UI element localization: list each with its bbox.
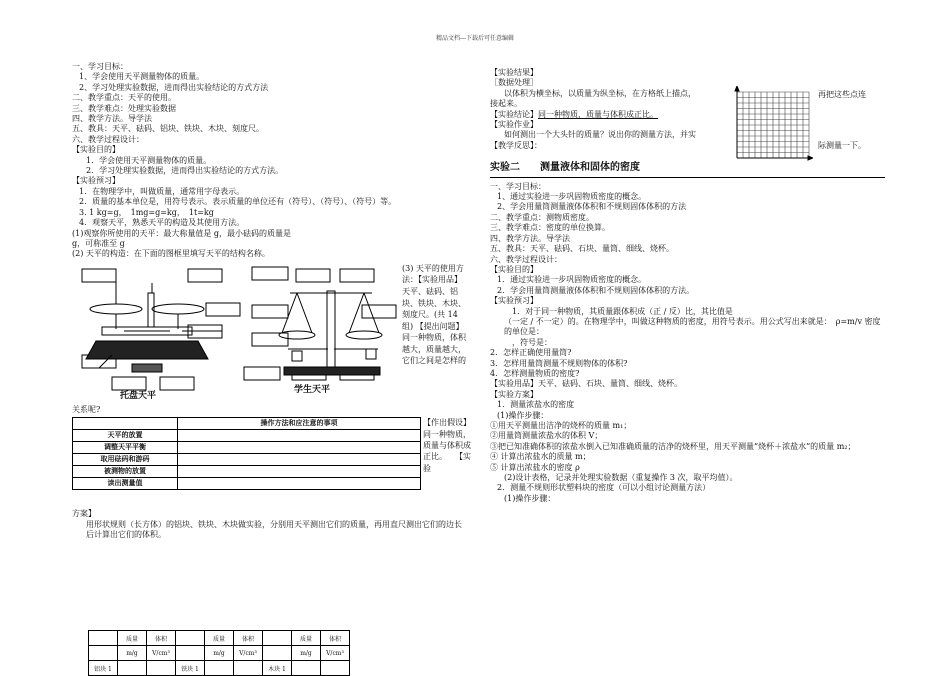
table-row — [73, 454, 421, 466]
text-line: 4．观察天平，熟悉天平的构造及其使用方法。 — [79, 218, 245, 228]
text-line: 际测量一下。 — [818, 141, 866, 150]
text-line: 2．怎样正确使用量筒? — [490, 348, 572, 358]
table-cell: 木块 1 — [263, 661, 292, 676]
table-header: m/g — [292, 646, 321, 661]
text-line: 【实验作业】 — [490, 120, 538, 130]
table-cell — [234, 661, 263, 676]
text-line: 2、学习处理实验数据，进而得出实验结论的方式方法 — [79, 82, 269, 92]
text-line: 六、教学过程设计： — [72, 134, 144, 144]
text-line: 【实验目的】 — [72, 145, 120, 155]
table-cell — [205, 661, 234, 676]
figure-caption: 学生天平 — [294, 384, 331, 395]
text-line: 2．测量不规则形状塑料块的密度（可以小组讨论测量方法） — [497, 483, 711, 493]
text-line: （一定 / 不一定）的。在物理学中，叫做这种物质的密度，用符号表示。用公式写出来就是： ρ=m/v 密度的单位是： — [504, 316, 881, 337]
hypothesis-text: 【作出假设】同一种物质，质量与体积成正比。 【实验 — [423, 418, 471, 473]
text-line: 1、学会使用天平测量物体的质量。 — [79, 72, 205, 82]
text-line: (1)操作步骤： — [504, 493, 556, 503]
text-line: 关系呢? — [72, 404, 101, 414]
table-header: V/cm³ — [321, 646, 350, 661]
table-row — [73, 442, 421, 454]
text-line: ①用天平测量出洁净的烧杯的质量 m₁； — [490, 421, 632, 430]
section-title: 实验二 测量液体和固体的密度 — [490, 163, 885, 177]
table-cell — [176, 631, 205, 646]
text-line: ③把已知准确体积的浓盐水倒入已知准确质量的洁净的烧杯里，用天平测量“烧杯＋浓盐水”的质量 m₂； — [490, 441, 856, 451]
table-cell — [176, 646, 205, 661]
table-header: 质量 — [205, 631, 234, 646]
conclusion-text: 同一种物质，质量与体积成正比。 — [538, 109, 658, 119]
table-cell — [118, 661, 147, 676]
table-cell: 调整天平平衡 — [73, 442, 178, 454]
text-line: 1．通过实验进一步巩固物质密度的概念。 — [497, 275, 647, 285]
table-header: V/cm³ — [234, 646, 263, 661]
text-line: 方案】 — [72, 509, 96, 519]
text-line: 3. 1 kg=g， 1mg=g=kg， 1t=kg — [79, 207, 214, 217]
text-line: 2．学会用量筒测量液体体积和不规则固体体积的方法。 — [497, 285, 695, 295]
text-line: 【实验方案】 — [490, 389, 538, 399]
text-line: 【教学反思】： — [490, 140, 542, 150]
text-line: 再把这些点连 — [818, 90, 866, 99]
figure-caption: 托盘天平 — [120, 390, 157, 401]
table-cell — [89, 631, 118, 646]
table-row — [73, 418, 421, 430]
text-line: 三、教学难点：处理实验数据 — [72, 103, 176, 113]
text-line — [490, 110, 885, 120]
text-line: 2．质量的基本单位是，用符号表示。表示质量的单位还有（符号）、（符号）、（符号）等。 — [79, 197, 397, 207]
text-line: 一、学习目标： — [72, 62, 128, 71]
table-cell — [73, 418, 178, 430]
table-header: V/cm³ — [147, 646, 176, 661]
table-cell: 铝块 1 — [89, 661, 118, 676]
text-line: (1)观察你所使用的天平：最大称量值是 g，最小砝码的质量是 — [72, 228, 291, 238]
text-line: 接起来。 — [490, 99, 522, 109]
table-cell — [263, 631, 292, 646]
text-line: 一、学习目标： — [490, 181, 546, 191]
table-cell: 读出测量值 — [73, 478, 178, 490]
text-line: 四、教学方法。导学法 — [72, 114, 152, 124]
table-cell — [292, 661, 321, 676]
text-line: (2)设计表格，记录并处理实验数据（重复操作 3 次，取平均值）。 — [504, 473, 738, 483]
table-header: 质量 — [118, 631, 147, 646]
table-cell — [89, 646, 118, 661]
table-cell: 天平的放置 — [73, 430, 178, 442]
table-cell — [147, 661, 176, 676]
table-header: 质量 — [292, 631, 321, 646]
text-line: 二、教学重点：天平的使用。 — [72, 93, 176, 103]
text-line: g，可称准至 g — [72, 238, 125, 248]
text-line: 1．在物理学中，叫做质量，通常用字母表示。 — [79, 186, 245, 196]
table-header: 体积 — [147, 631, 176, 646]
label: 【实验结论】 — [490, 109, 538, 119]
left-column — [72, 62, 471, 540]
balance-drawing — [72, 263, 398, 405]
graph-grid — [733, 86, 813, 162]
text-line: ②用量筒测量浓盐水的体积 V； — [490, 431, 603, 441]
table-header: 体积 — [321, 631, 350, 646]
text-line: ④ 计算出浓盐水的质量 m； — [490, 452, 591, 462]
text-line: ［数据处理］ — [490, 78, 538, 88]
table-cell: 被测物的放置 — [73, 466, 178, 478]
table-cell — [263, 646, 292, 661]
table-header: 操作方法和应注意的事项 — [178, 418, 421, 430]
table-row — [73, 466, 421, 478]
text-line: ，符号是： — [512, 337, 552, 347]
text-line: 【实验预习】 — [72, 176, 120, 186]
balance-figure — [72, 263, 466, 405]
right-column — [490, 68, 885, 504]
text-line: 五、教具：天平、砝码、铝块、铁块、木块、刻度尺。 — [72, 124, 264, 134]
table-cell — [178, 430, 421, 442]
table-row — [73, 430, 421, 442]
table-cell — [321, 661, 350, 676]
text-line: 3．怎样用量筒测量不规则物体的体积? — [490, 358, 628, 368]
table-cell — [178, 454, 421, 466]
usage-text: (3) 天平的使用方法：【实验用品】天平、砝码、铝块、铁块、木块、刻度尺。(共 14 组) 【提出问题】同一种物质，体积越大，质量越大，它们之间是怎样的 — [402, 263, 466, 366]
measurement-table — [88, 630, 350, 676]
text-line: 1．测量浓盐水的密度 — [497, 400, 575, 410]
table-cell — [178, 478, 421, 490]
text-line: (1)操作步骤： — [497, 410, 549, 420]
table-header: m/g — [205, 646, 234, 661]
text-line: 【实验预习】 — [490, 296, 538, 306]
table-row — [89, 646, 350, 661]
text-line: 用形状规则（长方体）的铝块、铁块、木块做实验，分别用天平测出它们的质量，再用直尺测出它们的边长后计算出它们的体积。 — [86, 519, 462, 539]
text-line: 1、通过实验进一步巩固物质密度的概念。 — [497, 192, 647, 202]
page-header: 精品文档---下载后可任意编辑 — [435, 35, 515, 42]
table-header: 体积 — [234, 631, 263, 646]
operation-table-block — [72, 417, 471, 509]
text-line: 1．学会使用天平测量物体的质量。 — [86, 155, 212, 165]
table-cell: 取用砝码和游码 — [73, 454, 178, 466]
text-line: 二、教学重点：测物质密度。 — [490, 212, 594, 222]
table-row — [89, 631, 350, 646]
table-cell — [178, 442, 421, 454]
table-header: m/g — [118, 646, 147, 661]
text-line: 1．对于同一种物质，其质量跟体积成（正 / 反）比，其比值是 — [512, 306, 733, 316]
text-line: (2) 天平的构造：在下面的图框里填写天平的结构名称。 — [72, 249, 270, 259]
table-cell — [178, 466, 421, 478]
text-line: 2、学会用量筒测量液体体积和不规则固体体积的方法 — [497, 202, 687, 212]
text-line: 如何测出一个大头针的质量？说出你的测量方法，并实 — [504, 130, 696, 140]
text-line: ⑤ 计算出浓盐水的密度 ρ — [490, 462, 580, 472]
text-line: 【实验用品】天平、砝码、石块、量筒、细线、烧杯。 — [490, 379, 682, 389]
text-line: 三、教学难点：密度的单位换算。 — [490, 223, 610, 233]
text-line: 4．怎样测量物质的密度? — [490, 368, 580, 378]
table-cell: 铁块 1 — [176, 661, 205, 676]
text-line: 五、教具：天平、砝码、石块、量筒、细线、烧杯。 — [490, 244, 674, 254]
text-line: 【实验结果】 — [490, 68, 538, 77]
operation-table — [72, 417, 421, 490]
text-line: 四、教学方法。导学法 — [490, 233, 570, 243]
text-line: 2．学习处理实验数据，进而得出实验结论的方式方法。 — [86, 166, 284, 176]
table-row — [89, 661, 350, 676]
text-line: 以体积为横坐标，以质量为纵坐标，在方格纸上描点， — [504, 88, 696, 98]
table-row — [73, 478, 421, 490]
text-line: 【实验目的】 — [490, 264, 538, 274]
text-line: 六、教学过程设计： — [490, 254, 562, 264]
